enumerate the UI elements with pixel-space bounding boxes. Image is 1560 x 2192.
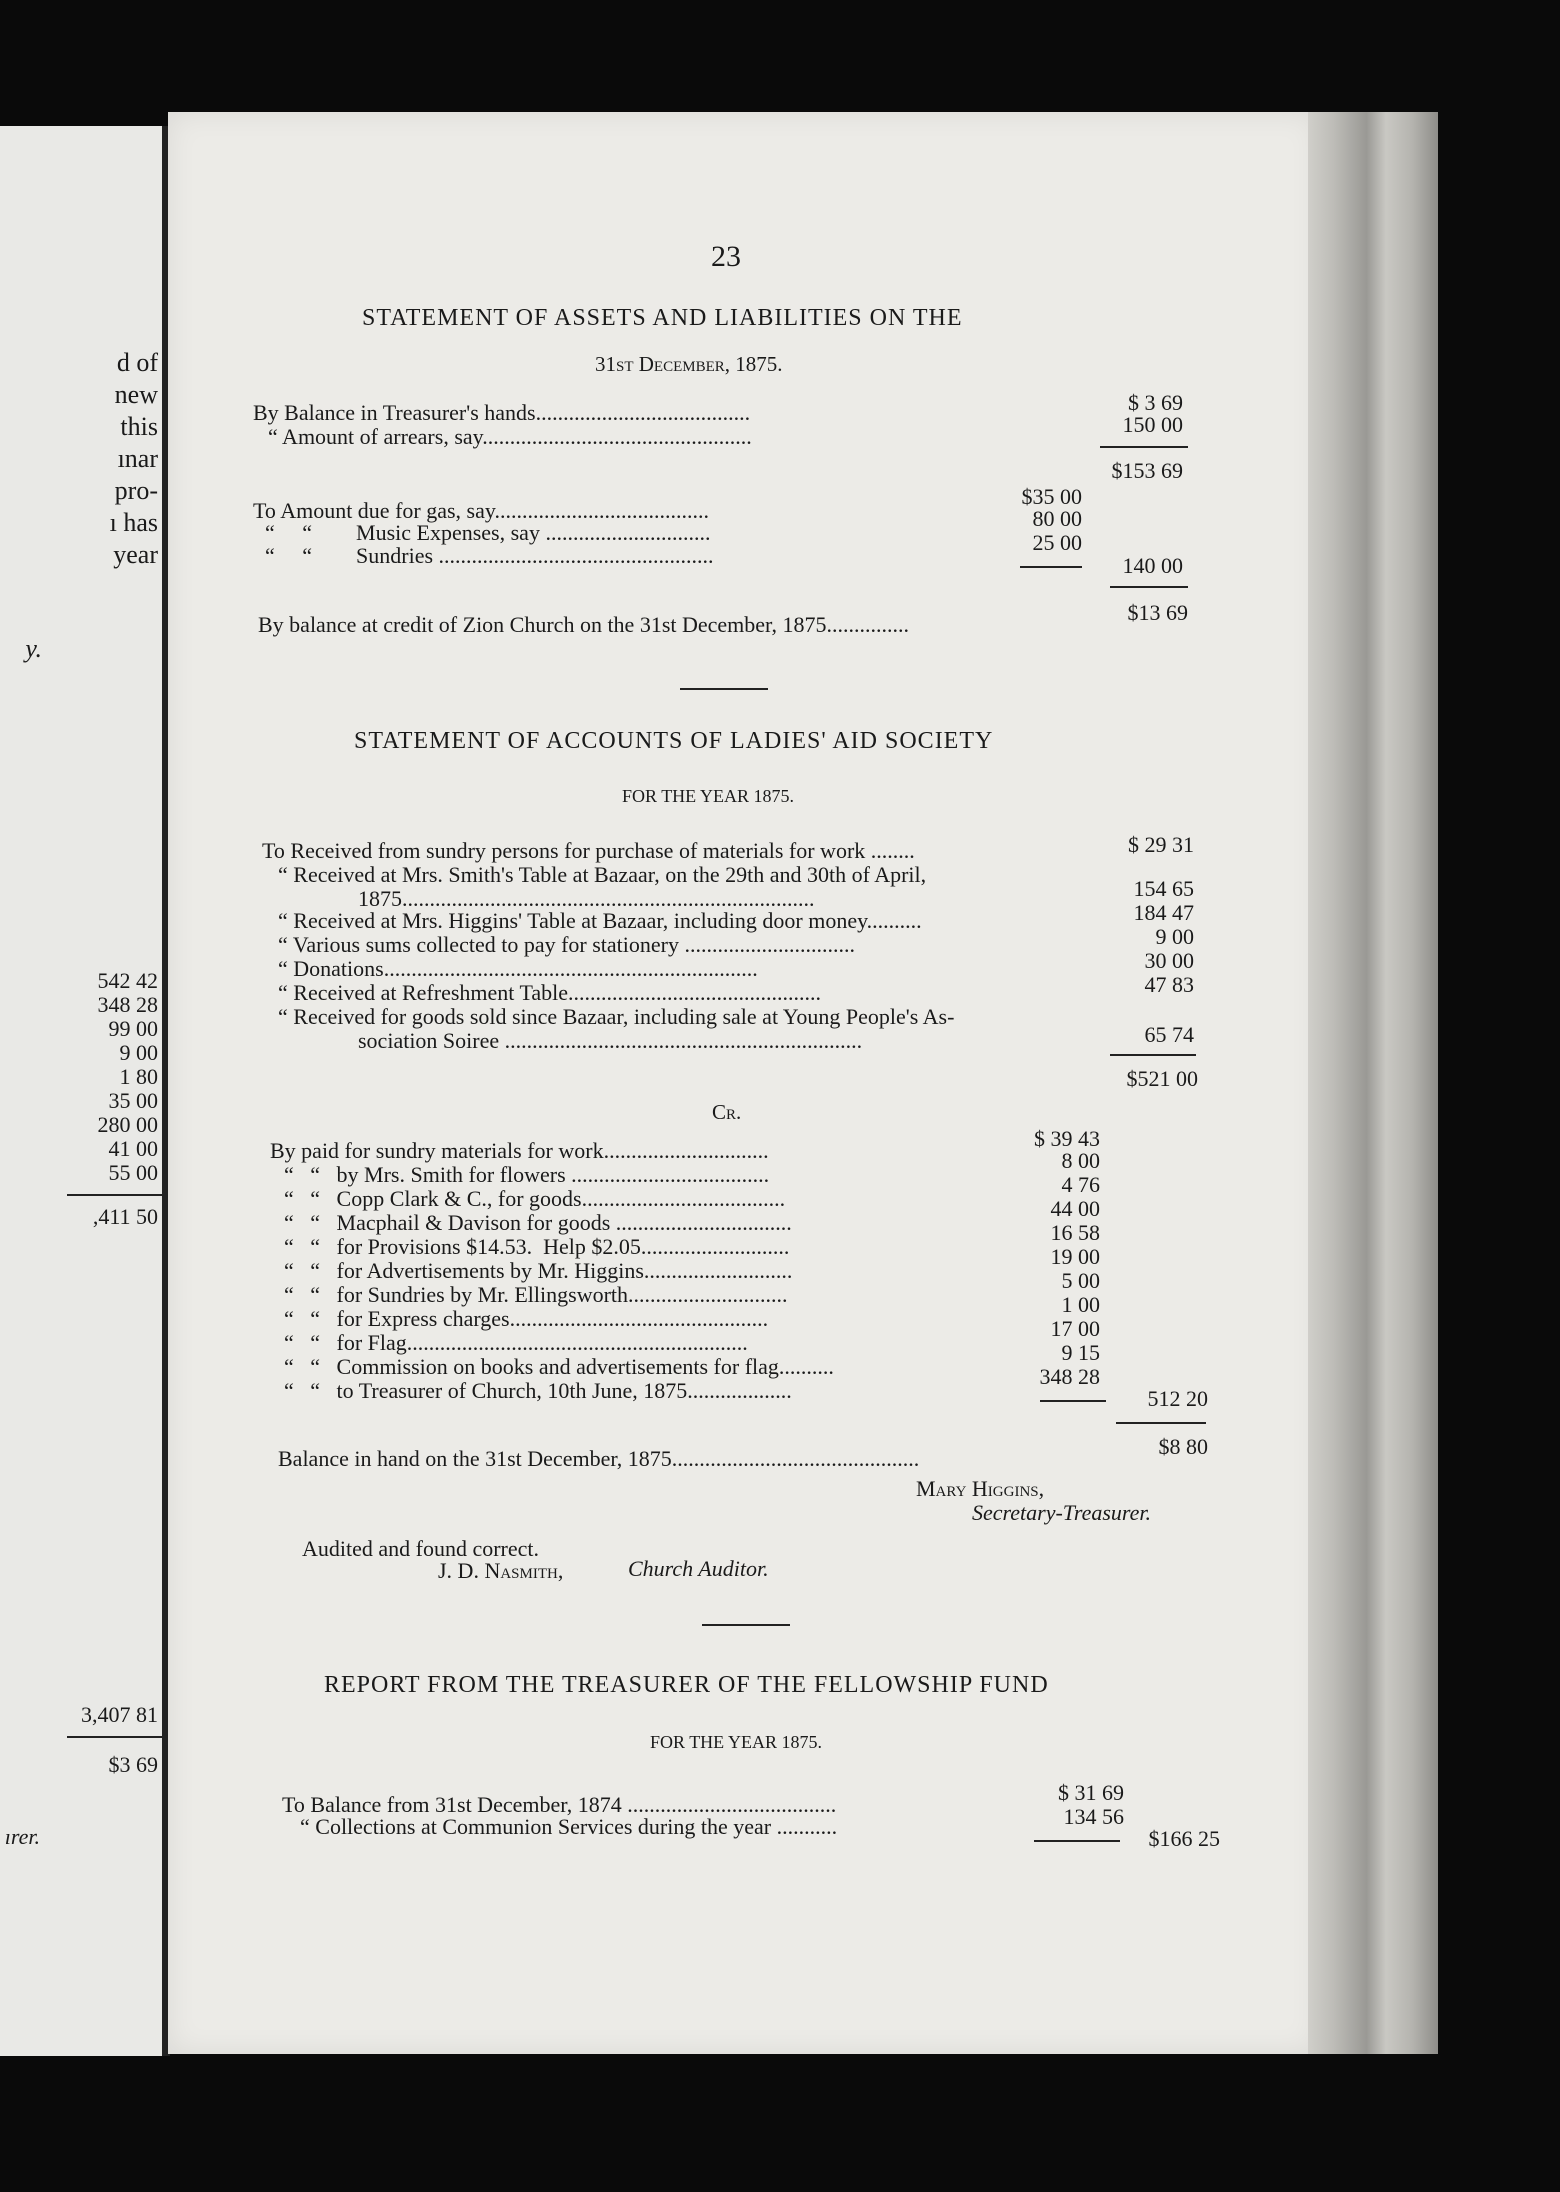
payment-row-amount: 16 58: [1050, 1220, 1100, 1245]
ladies-total: $521 00: [1126, 1066, 1198, 1091]
ladies-row-amount: 47 83: [1144, 972, 1194, 997]
left-amount: $3 69: [108, 1752, 158, 1777]
rule: [1020, 566, 1082, 568]
payment-row-label: “ “ to Treasurer of Church, 10th June, 1875...................: [284, 1378, 792, 1403]
payment-row-label: “ “ for Express charges...............................................: [284, 1306, 769, 1331]
secretary-name: Mary Higgins,: [916, 1476, 1045, 1501]
ladies-row-label: “ Donations....................................................................: [278, 956, 758, 981]
ladies-row-label: To Received from sundry persons for purchase of materials for work ........: [262, 838, 915, 863]
left-fragment: y.: [25, 634, 42, 663]
assets-balance-label: By balance at credit of Zion Church on the 31st December, 1875...............: [258, 612, 909, 637]
payment-row-amount: 348 28: [1039, 1364, 1100, 1389]
ladies-row-amount: $ 29 31: [1128, 832, 1194, 857]
rule: [1100, 446, 1188, 448]
left-fragment: ınar: [117, 444, 158, 473]
left-amount: 280 00: [97, 1112, 158, 1137]
ladies-row-label: “ Various sums collected to pay for stationery ...............................: [278, 932, 855, 957]
left-amount: 542 42: [97, 968, 158, 993]
fellowship-row-amount: 134 56: [1063, 1804, 1124, 1829]
left-amount: 35 00: [108, 1088, 158, 1113]
liabilities-total: 140 00: [1122, 553, 1183, 578]
assets-row-amount: $ 3 69: [1128, 390, 1183, 415]
left-fragment: ı has: [109, 508, 158, 537]
secretary-title: Secretary-Treasurer.: [972, 1500, 1152, 1525]
left-amount: 9 00: [119, 1040, 158, 1065]
payment-row-amount: 5 00: [1061, 1268, 1100, 1293]
fellowship-row-label: “ Collections at Communion Services during the year ...........: [300, 1814, 838, 1839]
fellowship-total: $166 25: [1148, 1826, 1220, 1851]
liability-row-label: “ “ Music Expenses, say ..............................: [265, 520, 711, 545]
payment-row-label: “ “ by Mrs. Smith for flowers ....................................: [284, 1162, 770, 1187]
payments-total: 512 20: [1147, 1386, 1208, 1411]
ladies-row-label: “ Received at Refreshment Table..............................................: [278, 980, 822, 1005]
payment-row-label: By paid for sundry materials for work..............................: [270, 1138, 769, 1163]
ladies-row-amount: 154 65: [1133, 876, 1194, 901]
left-amount: 55 00: [108, 1160, 158, 1185]
assets-row-amount: 150 00: [1122, 412, 1183, 437]
assets-subtotal: $153 69: [1111, 458, 1183, 483]
liability-row-amount: $35 00: [1021, 484, 1082, 509]
section-divider: [680, 688, 768, 690]
ladies-subtitle: FOR THE YEAR 1875.: [622, 786, 795, 806]
ladies-row-amount: 184 47: [1133, 900, 1194, 925]
assets-balance: $13 69: [1127, 600, 1188, 625]
rule: [1034, 1840, 1120, 1842]
left-fragment: pro-: [114, 476, 158, 505]
auditor-title: Church Auditor.: [628, 1556, 769, 1581]
payment-row-label: “ “ Commission on books and advertisements for flag..........: [284, 1354, 834, 1379]
payment-row-label: “ “ for Provisions $14.53. Help $2.05...........................: [284, 1234, 790, 1259]
ladies-row-label: 1875...........................................................................: [358, 886, 815, 911]
ladies-balance: $8 80: [1158, 1434, 1208, 1459]
fellowship-title: REPORT FROM THE TREASURER OF THE FELLOWSHIP FUND: [324, 1672, 1049, 1698]
payment-row-amount: 17 00: [1050, 1316, 1100, 1341]
payment-row-label: “ “ Copp Clark & C., for goods.....................................: [284, 1186, 786, 1211]
section-divider: [702, 1624, 790, 1626]
payment-row-amount: 8 00: [1061, 1148, 1100, 1173]
left-amount: 99 00: [108, 1016, 158, 1041]
left-amount: 348 28: [97, 992, 158, 1017]
liability-row-label: To Amount due for gas, say.......................................: [253, 498, 709, 523]
payment-row-label: “ “ Macphail & Davison for goods ................................: [284, 1210, 792, 1235]
assets-title: STATEMENT OF ASSETS AND LIABILITIES ON THE: [362, 305, 963, 331]
rule: [1040, 1400, 1106, 1402]
rule: [1110, 1054, 1196, 1056]
left-fragment: ırer.: [4, 1824, 40, 1849]
left-amount: ,411 50: [92, 1204, 158, 1229]
page-number: 23: [711, 240, 741, 273]
ladies-row-label: “ Received at Mrs. Smith's Table at Bazaar, on the 29th and 30th of April,: [278, 862, 927, 887]
payment-row-amount: 4 76: [1061, 1172, 1100, 1197]
payment-row-amount: 19 00: [1050, 1244, 1100, 1269]
book-spine-edge: [1308, 112, 1438, 2054]
liability-row-label: “ “ Sundries ..................................................: [265, 543, 714, 568]
assets-date: 31st December, 1875.: [595, 352, 783, 376]
audited-note: Audited and found correct.: [302, 1536, 540, 1561]
fellowship-row-label: To Balance from 31st December, 1874 ......................................: [282, 1792, 837, 1817]
left-fragment: year: [113, 540, 158, 569]
ladies-row-amount: 30 00: [1144, 948, 1194, 973]
rule: [1110, 586, 1188, 588]
fellowship-subtitle: FOR THE YEAR 1875.: [650, 1732, 823, 1752]
left-rule: [67, 1736, 162, 1738]
payment-row-amount: 1 00: [1061, 1292, 1100, 1317]
left-facing-page: [0, 126, 170, 2056]
payment-row-amount: $ 39 43: [1034, 1126, 1100, 1151]
left-rule: [67, 1194, 162, 1196]
ladies-balance-label: Balance in hand on the 31st December, 1875.............................................: [278, 1446, 920, 1471]
ladies-row-amount: 65 74: [1144, 1022, 1194, 1047]
fellowship-row-amount: $ 31 69: [1058, 1780, 1124, 1805]
liability-row-amount: 25 00: [1032, 530, 1082, 555]
left-fragment: new: [114, 380, 158, 409]
payment-row-label: “ “ for Sundries by Mr. Ellingsworth.............................: [284, 1282, 788, 1307]
ladies-row-amount: 9 00: [1155, 924, 1194, 949]
assets-row-label: By Balance in Treasurer's hands.......................................: [253, 400, 751, 425]
payment-row-amount: 9 15: [1061, 1340, 1100, 1365]
left-fragment: this: [120, 412, 158, 441]
payment-row-label: “ “ for Advertisements by Mr. Higgins...........................: [284, 1258, 793, 1283]
left-fragment: d of: [116, 348, 158, 377]
left-amount: 1 80: [119, 1064, 158, 1089]
rule: [1116, 1422, 1206, 1424]
ladies-title: STATEMENT OF ACCOUNTS OF LADIES' AID SOCIETY: [354, 728, 994, 754]
ladies-row-label: sociation Soiree .................................................................: [358, 1028, 863, 1053]
ladies-row-label: “ Received for goods sold since Bazaar, including sale at Young People's As-: [278, 1004, 955, 1029]
payment-row-label: “ “ for Flag..............................................................: [284, 1330, 748, 1355]
left-amount: 41 00: [108, 1136, 158, 1161]
auditor-name: J. D. Nasmith,: [438, 1558, 564, 1583]
credit-heading: Cr.: [712, 1100, 742, 1124]
assets-row-label: “ Amount of arrears, say.................................................: [268, 424, 752, 449]
liability-row-amount: 80 00: [1032, 506, 1082, 531]
left-amount: 3,407 81: [81, 1702, 158, 1727]
ladies-row-label: “ Received at Mrs. Higgins' Table at Bazaar, including door money..........: [278, 908, 922, 933]
payment-row-amount: 44 00: [1050, 1196, 1100, 1221]
